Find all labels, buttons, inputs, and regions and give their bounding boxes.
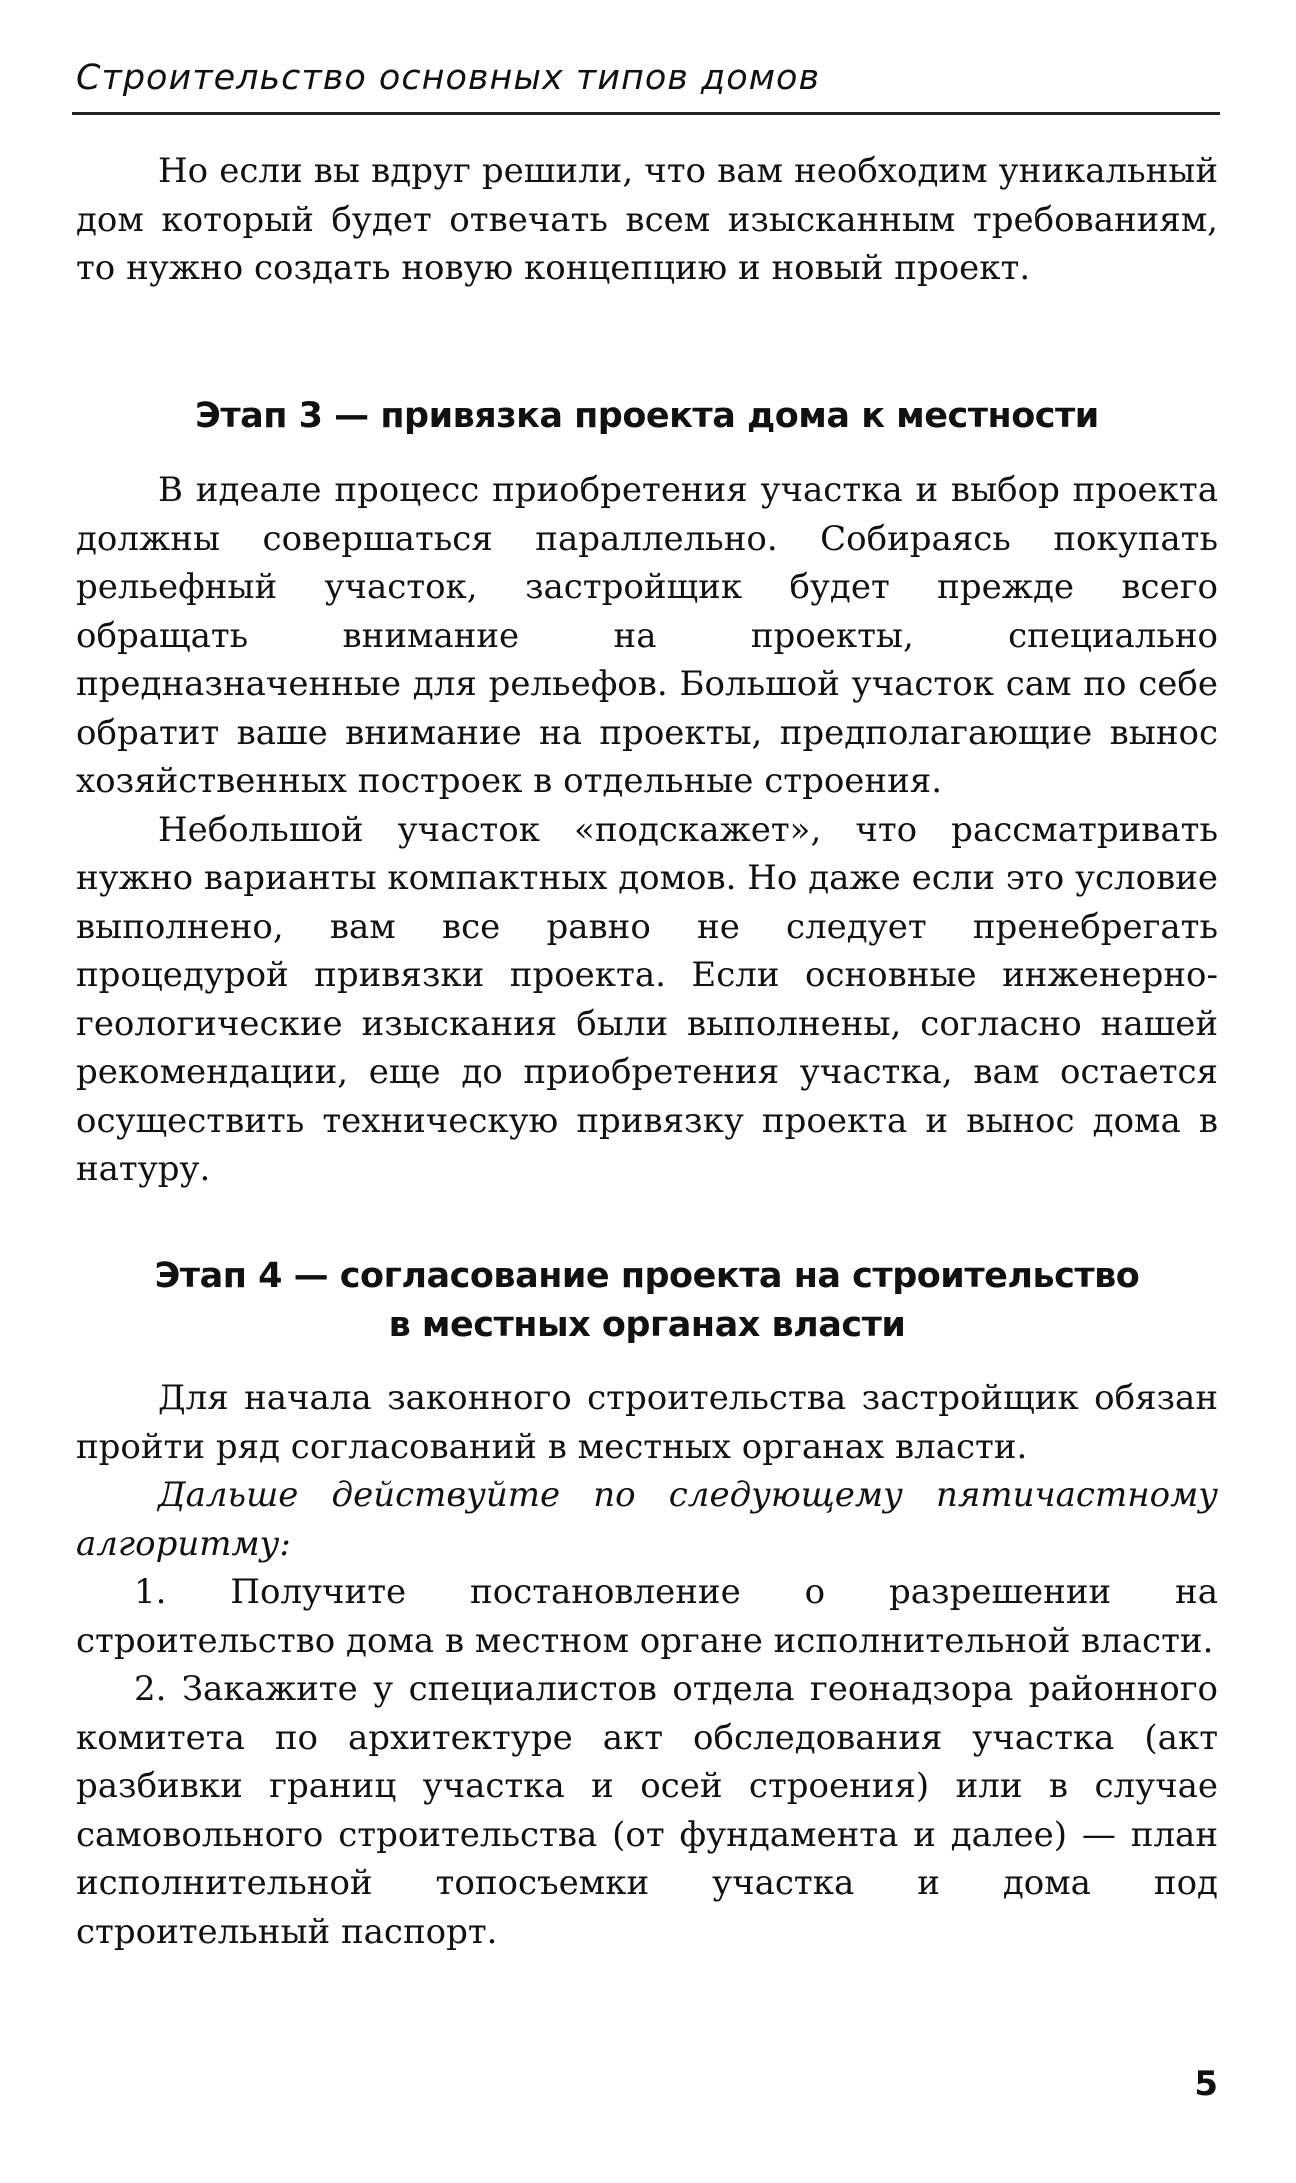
- running-header: Строительство основных типов домов: [76, 58, 821, 98]
- page-number: 5: [1194, 2064, 1218, 2104]
- stage3-body: [76, 466, 1218, 1194]
- stage4-heading-line1: Этап 4 — согласование проекта на строительство: [154, 1256, 1140, 1296]
- stage3-paragraph-2: Небольшой участок «подскажет», что рассматривать нужно варианты компактных домов. Но даже если это условие выполнено, вам все равно не следует пренебрегать процедурой привязки проекта. Если основные инженерно-геологические изыскания были выполнены, согласно нашей рекомендации, еще до приобретения участка, вам остается осуществить техническую привязку проекта и вынос дома в натуру.: [76, 809, 1219, 1189]
- stage4-heading: [76, 1252, 1218, 1350]
- stage3-heading: Этап 3 — привязка проекта дома к местности: [195, 396, 1099, 436]
- stage4-heading-line2: в местных органах власти: [388, 1305, 906, 1345]
- algorithm-step-1: 1. Получите постановление о разрешении на строительство дома в местном органе исполнительной власти.: [76, 1572, 1218, 1661]
- algorithm-step-2: 2. Закажите у специалистов отдела геонадзора районного комитета по архитектуре акт обследования участка (акт разбивки границ участка и осей строения) или в случае самовольного строительства (от фундамента и далее) — план исполнительной топосъемки участка и дома под строительный паспорт.: [76, 1669, 1218, 1952]
- intro-block: [76, 147, 1218, 293]
- algorithm-intro: Дальше действуйте по следующему пятичастному алгоритму:: [76, 1475, 1218, 1564]
- header-divider: [72, 112, 1220, 115]
- intro-paragraph: Но если вы вдруг решили, что вам необходим уникальный дом который будет отвечать всем изысканным требованиям, то нужно создать новую концепцию и новый проект.: [76, 151, 1218, 288]
- stage4-body: [76, 1374, 1218, 1956]
- stage3-paragraph-1: В идеале процесс приобретения участка и выбор проекта должны совершаться параллельно. Собираясь покупать рельефный участок, застройщик будет прежде всего обращать внимание на проекты, специально предназначенные для рельефов. Большой участок сам по себе обратит ваше внимание на проекты, предполагающие вынос хозяйственных построек в отдельные строения.: [76, 470, 1218, 801]
- stage4-paragraph-1: Для начала законного строительства застройщик обязан пройти ряд согласований в местных органах власти.: [76, 1378, 1218, 1467]
